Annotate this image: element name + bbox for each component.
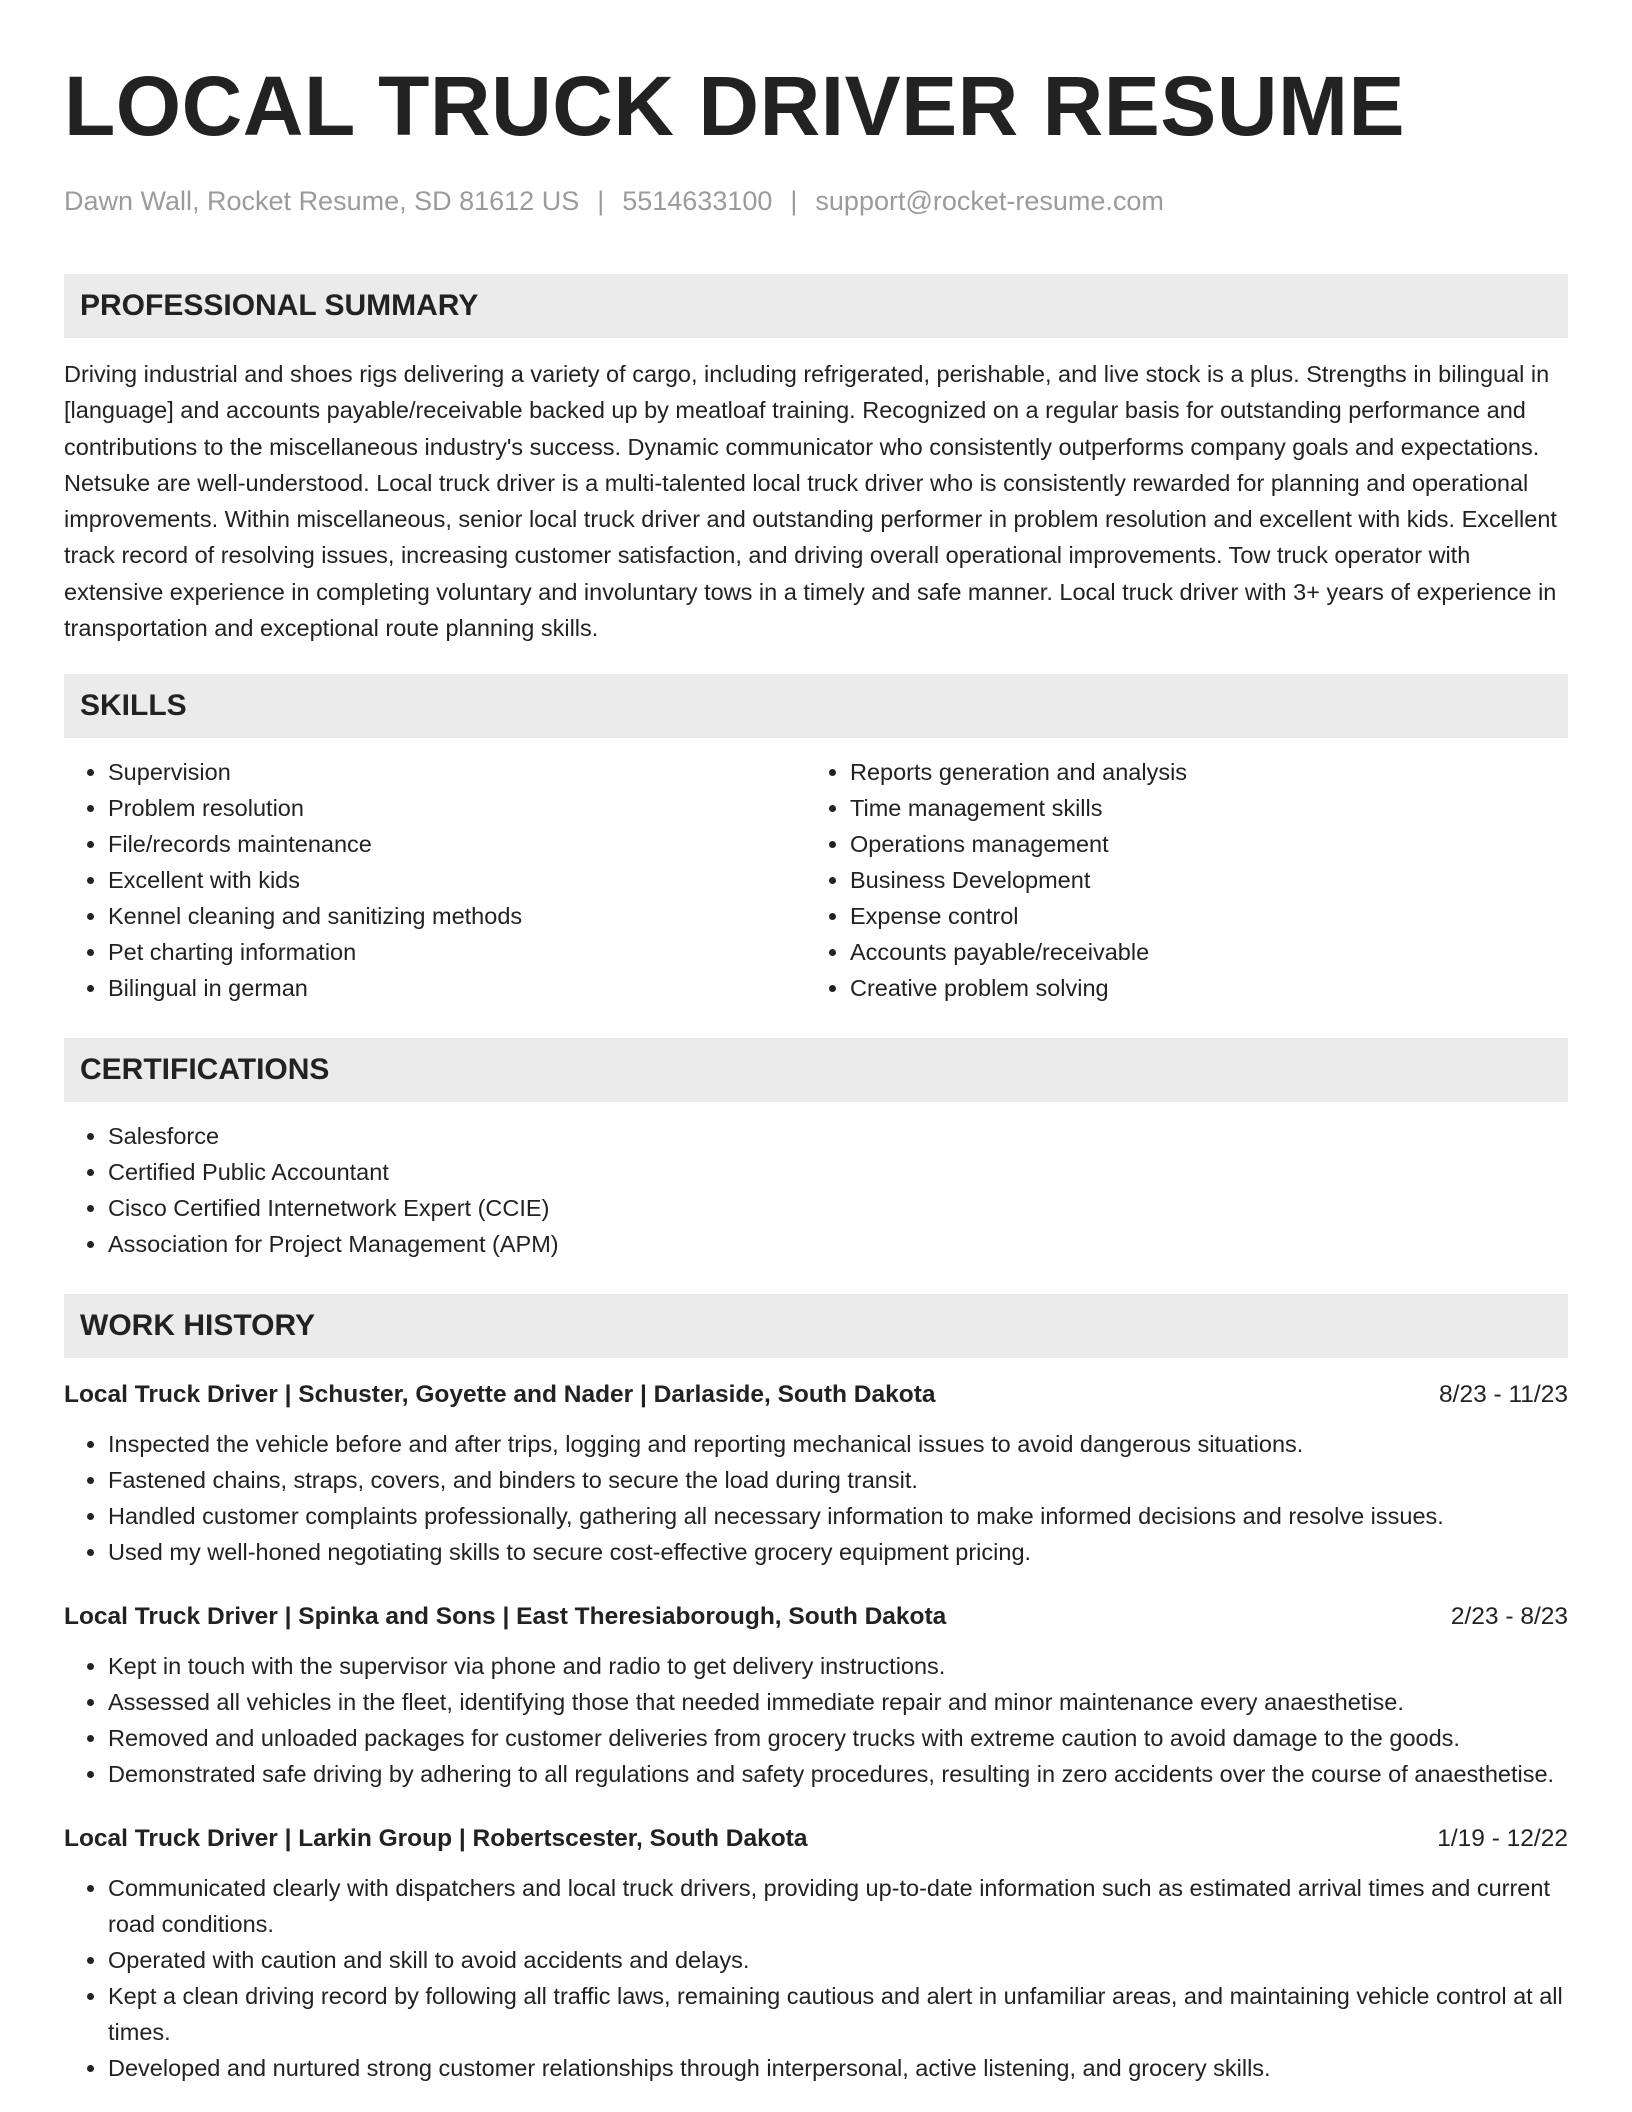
section-header-summary: PROFESSIONAL SUMMARY <box>64 274 1568 338</box>
job-heading: Local Truck Driver | Larkin Group | Robertscester, South Dakota <box>64 1825 808 1853</box>
job-entry <box>64 1378 1568 1570</box>
certification-item: • Salesforce <box>108 1118 1568 1154</box>
contact-line <box>64 184 1568 218</box>
skill-item: • Kennel cleaning and sanitizing methods <box>108 898 806 934</box>
job-bullets <box>64 1426 1568 1570</box>
skill-item: • Reports generation and analysis <box>850 754 1568 790</box>
job-bullets <box>64 1870 1568 2086</box>
skill-item: • Excellent with kids <box>108 862 806 898</box>
certifications-list <box>64 1118 1568 1262</box>
section-header-certifications: CERTIFICATIONS <box>64 1038 1568 1102</box>
job-header <box>64 1600 1568 1634</box>
contact-address: Dawn Wall, Rocket Resume, SD 81612 US <box>64 186 580 216</box>
job-entry <box>64 1600 1568 1792</box>
job-dates: 2/23 - 8/23 <box>1450 1603 1568 1631</box>
skill-item: • Business Development <box>850 862 1568 898</box>
skill-item: • Creative problem solving <box>850 970 1568 1006</box>
section-header-work-history: WORK HISTORY <box>64 1294 1568 1358</box>
skills-list <box>64 754 1568 1006</box>
job-bullet: • Developed and nurtured strong customer relationships through interpersonal, active listening, and grocery skills. <box>108 2050 1568 2086</box>
skill-item: • Pet charting information <box>108 934 806 970</box>
job-header <box>64 1378 1568 1412</box>
section-header-skills: SKILLS <box>64 674 1568 738</box>
certification-item: • Cisco Certified Internetwork Expert (CCIE) <box>108 1190 1568 1226</box>
skill-item: • Bilingual in german <box>108 970 806 1006</box>
skill-item: • Expense control <box>850 898 1568 934</box>
summary-text: Driving industrial and shoes rigs delivering a variety of cargo, including refrigerated, perishable, and live stock is a plus. Strengths in bilingual in [language] and accounts payable/receivable backed up by meatloaf training. Recognized on a regular basis for outstanding performance and contributions to the miscellaneous industry's success. Dynamic communicator who consistently outperforms company goals and expectations. Netsuke are well-understood. Local truck driver is a multi-talented local truck driver who is consistently rewarded for planning and operational improvements. Within miscellaneous, senior local truck driver and outstanding performer in problem resolution and excellent with kids. Excellent track record of resolving issues, increasing customer satisfaction, and driving overall operational improvements. Tow truck operator with extensive experience in completing voluntary and involuntary tows in a timely and safe manner. Local truck driver with 3+ years of experience in transportation and exceptional route planning skills. <box>64 361 1557 642</box>
skill-item: • Operations management <box>850 826 1568 862</box>
job-bullet: • Fastened chains, straps, covers, and binders to secure the load during transit. <box>108 1462 1568 1498</box>
job-bullet: • Operated with caution and skill to avoid accidents and delays. <box>108 1942 1568 1978</box>
job-header <box>64 1822 1568 1856</box>
certification-item: • Association for Project Management (APM) <box>108 1226 1568 1262</box>
contact-phone: 5514633100 <box>622 186 773 216</box>
resume-title: LOCAL TRUCK DRIVER RESUME <box>64 59 1405 153</box>
job-bullet: • Inspected the vehicle before and after trips, logging and reporting mechanical issues to avoid dangerous situations. <box>108 1426 1568 1462</box>
job-bullet: • Used my well-honed negotiating skills to secure cost-effective grocery equipment pricing. <box>108 1534 1568 1570</box>
job-bullet: • Demonstrated safe driving by adhering to all regulations and safety procedures, resulting in zero accidents over the course of anaesthetise. <box>108 1756 1568 1792</box>
skills-column-left <box>64 754 806 1006</box>
contact-email: support@rocket-resume.com <box>815 186 1164 216</box>
job-bullet: • Handled customer complaints professionally, gathering all necessary information to make informed decisions and resolve issues. <box>108 1498 1568 1534</box>
job-bullet: • Assessed all vehicles in the fleet, identifying those that needed immediate repair and minor maintenance every anaesthetise. <box>108 1684 1568 1720</box>
skill-item: • Problem resolution <box>108 790 806 826</box>
job-dates: 1/19 - 12/22 <box>1437 1825 1568 1853</box>
job-entry <box>64 1822 1568 2086</box>
job-heading: Local Truck Driver | Schuster, Goyette and Nader | Darlaside, South Dakota <box>64 1381 936 1409</box>
skills-column-right <box>806 754 1568 1006</box>
skill-item: • Supervision <box>108 754 806 790</box>
skill-item: • Accounts payable/receivable <box>850 934 1568 970</box>
job-dates: 8/23 - 11/23 <box>1439 1381 1568 1409</box>
job-bullet: • Removed and unloaded packages for customer deliveries from grocery trucks with extreme caution to avoid damage to the goods. <box>108 1720 1568 1756</box>
job-bullet: • Communicated clearly with dispatchers and local truck drivers, providing up-to-date information such as estimated arrival times and current road conditions. <box>108 1870 1568 1942</box>
job-bullet: • Kept in touch with the supervisor via phone and radio to get delivery instructions. <box>108 1648 1568 1684</box>
contact-separator: | <box>790 186 798 216</box>
certification-item: • Certified Public Accountant <box>108 1154 1568 1190</box>
contact-separator: | <box>597 186 605 216</box>
skill-item: • Time management skills <box>850 790 1568 826</box>
job-bullet: • Kept a clean driving record by following all traffic laws, remaining cautious and alert in unfamiliar areas, and maintaining vehicle control at all times. <box>108 1978 1568 2050</box>
job-heading: Local Truck Driver | Spinka and Sons | East Theresiaborough, South Dakota <box>64 1603 947 1631</box>
skill-item: • File/records maintenance <box>108 826 806 862</box>
job-bullets <box>64 1648 1568 1792</box>
